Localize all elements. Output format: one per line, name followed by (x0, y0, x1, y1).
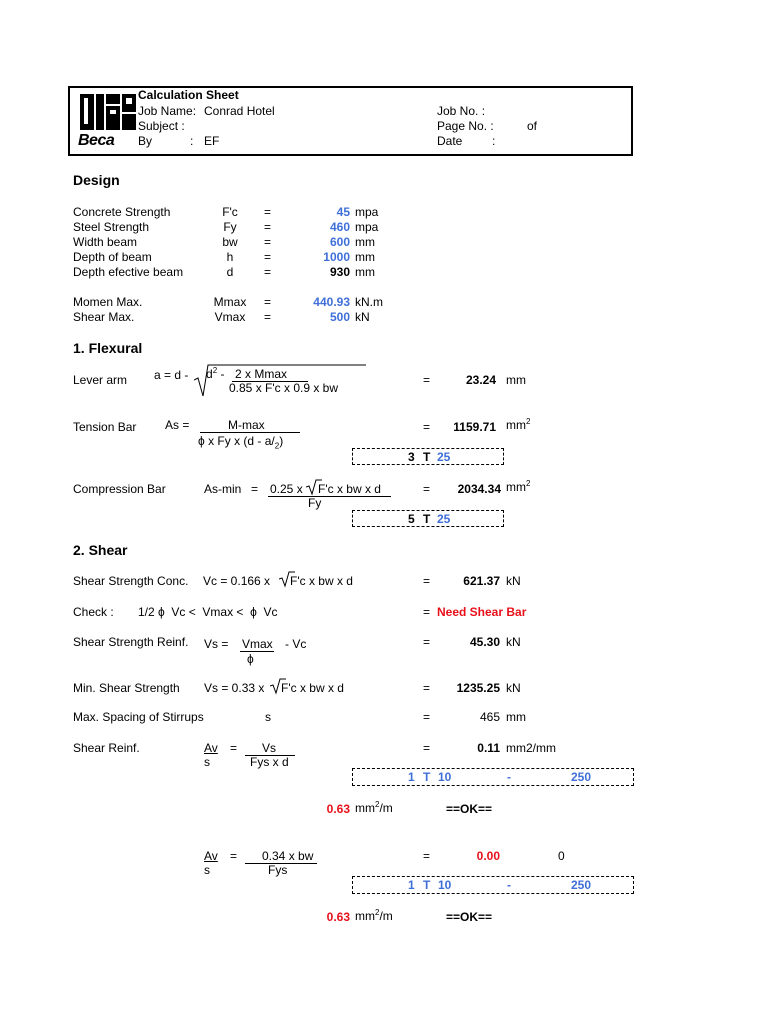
lever-eq: = (423, 373, 431, 387)
min-shear-value: 1235.25 (456, 681, 500, 695)
of-label: of (527, 119, 538, 133)
shear-reinf2-label: Shear Reinf. (73, 741, 140, 755)
lever-formula-left: a = d - (154, 368, 189, 382)
shear-reinf-denominator: ϕ (247, 652, 254, 666)
fraction-line (200, 432, 300, 433)
design-row-unit: kN (355, 310, 370, 324)
design-row-value: 440.93 (313, 295, 350, 309)
header-box (68, 86, 633, 156)
lever-value: 23.24 (465, 373, 496, 387)
by-colon: : (190, 134, 194, 148)
stirrup-type-2: T (423, 878, 431, 892)
compression-numerator-a: 0.25 x (270, 482, 303, 496)
compression-bar-diameter: 25 (437, 512, 451, 526)
design-row-value: 930 (329, 265, 350, 279)
design-row-sym: Vmax (214, 310, 246, 324)
s-label: s (204, 755, 210, 769)
subject-label: Subject : (138, 119, 185, 133)
shear-reinf2-numerator: Vs (262, 741, 277, 755)
eq2-1: = (230, 849, 238, 863)
ok2-text: ==OK== (446, 910, 493, 924)
av-label-2: Av (204, 849, 218, 863)
flexural-title: 1. Flexural (73, 340, 143, 356)
shear-conc-formula-b: F'c x bw x d (290, 574, 353, 588)
design-title: Design (73, 172, 120, 188)
design-row-eq: = (264, 295, 272, 309)
design-row-sym: bw (222, 235, 238, 249)
min-shear-eq: = (423, 681, 431, 695)
shear-reinf2-eq: = (423, 741, 431, 755)
stirrup-count: 1 (408, 770, 415, 784)
design-row-label: Concrete Strength (73, 205, 171, 219)
design-row-unit: mpa (355, 205, 379, 219)
lever-denominator: 0.85 x F'c x 0.9 x bw (229, 381, 339, 395)
date-label: Date (437, 134, 463, 148)
shear-reinf-vs: Vs = (204, 637, 229, 651)
design-row-label: Momen Max. (73, 295, 143, 309)
shear-reinf2-eq1: = (230, 741, 238, 755)
stirrup-bar-box-1 (352, 768, 634, 786)
shear-reinf2-unit: mm2/mm (506, 741, 556, 755)
stirrup-type: T (423, 770, 431, 784)
s-label-2: s (204, 863, 210, 877)
tension-value: 1159.71 (453, 420, 496, 434)
shear-reinf-label: Shear Strength Reinf. (73, 635, 189, 649)
design-row-label: Depth of beam (73, 250, 152, 264)
tension-as: As = (165, 418, 190, 432)
min-shear-label: Min. Shear Strength (73, 681, 180, 695)
compression-value: 2034.34 (457, 482, 501, 496)
design-row-value: 500 (329, 310, 350, 324)
compression-unit: $mm^2$ (506, 479, 531, 494)
lever-arm-label: Lever arm (73, 373, 128, 387)
tension-numerator: M-max (228, 418, 265, 432)
value2-extra: 0 (558, 849, 565, 863)
shear-conc-label: Shear Strength Conc. (73, 574, 189, 588)
ok2-value: 0.63 (326, 910, 350, 924)
denominator-2: Fys (268, 863, 288, 877)
job-no-label: Job No. : (437, 104, 486, 118)
shear-reinf-minus: - Vc (285, 637, 307, 651)
design-row-unit: kN.m (355, 295, 383, 309)
stirrup-count-2: 1 (408, 878, 415, 892)
compression-eq: = (423, 482, 431, 496)
logo-text: Beca (78, 132, 115, 149)
design-row-value: 45 (336, 205, 350, 219)
compression-bar-type: T (423, 512, 431, 526)
eq2: = (423, 849, 431, 863)
check-formula: 1/2 ϕ Vc < Vmax < ϕ Vc (138, 605, 278, 619)
lever-unit: mm (506, 373, 526, 387)
shear-conc-unit: kN (506, 574, 521, 588)
check-result: Need Shear Bar (437, 605, 527, 619)
numerator-2: 0.34 x bw (262, 849, 314, 863)
shear-conc-value: 621.37 (463, 574, 500, 588)
by-value: EF (204, 134, 220, 148)
shear-reinf-value: 45.30 (469, 635, 500, 649)
design-row-eq: = (264, 310, 272, 324)
compression-eq1: = (251, 482, 259, 496)
lever-numerator: 2 x Mmax (235, 367, 288, 381)
stirrup-diameter-2: 10 (438, 878, 452, 892)
tension-bar-label: Tension Bar (73, 420, 137, 434)
spacing-sym: s (265, 710, 271, 724)
stirrup-diameter: 10 (438, 770, 452, 784)
min-shear-unit: kN (506, 681, 521, 695)
design-row-value: 1000 (323, 250, 350, 264)
ok1-unit: $mm^2/m$ (355, 800, 393, 815)
compression-denominator: Fy (308, 496, 322, 510)
shear-conc-eq: = (423, 574, 431, 588)
design-row-eq: = (264, 265, 272, 279)
design-row-unit: mm (355, 235, 375, 249)
check-label: Check : (73, 605, 114, 619)
stirrup-dash-2: - (507, 878, 511, 892)
design-row-unit: mpa (355, 220, 379, 234)
stirrup-spacing: 250 (571, 770, 592, 784)
compression-bar-label: Compression Bar (73, 482, 166, 496)
spacing-eq: = (423, 710, 431, 724)
stirrup-bar-box-2 (352, 876, 634, 894)
job-name-value: Conrad Hotel (204, 104, 275, 118)
spacing-value: 465 (479, 710, 500, 724)
by-label: By (138, 134, 153, 148)
min-shear-formula-b: F'c x bw x d (281, 681, 344, 695)
shear-reinf-unit: kN (506, 635, 521, 649)
page-no-label: Page No. : (437, 119, 494, 133)
tension-bar-type: T (423, 450, 431, 464)
design-row-eq: = (264, 205, 272, 219)
job-name-label: Job Name: (138, 104, 197, 118)
tension-unit: $mm^2$ (506, 417, 531, 432)
shear-reinf2-value: 0.11 (477, 741, 500, 755)
design-row-sym: Fy (223, 220, 237, 234)
ok1-value: 0.63 (326, 802, 350, 816)
design-row-sym: F'c (222, 205, 238, 219)
design-row-unit: mm (355, 250, 375, 264)
design-row-sym: h (226, 250, 234, 264)
lever-d: $d^2$ - (206, 366, 225, 381)
ok1-text: ==OK== (446, 802, 493, 816)
stirrup-dash: - (507, 770, 511, 784)
compression-asmin: As-min (204, 482, 242, 496)
design-row-sym: d (226, 265, 234, 279)
sheet-title: Calculation Sheet (138, 88, 239, 102)
fraction-line (268, 496, 391, 497)
ok2-unit: $mm^2/m$ (355, 908, 393, 923)
design-row-value: 600 (329, 235, 350, 249)
shear-title: 2. Shear (73, 542, 128, 558)
shear-conc-formula-a: Vc = 0.166 x (203, 574, 271, 588)
check-eq: = (423, 605, 431, 619)
design-row-label: Width beam (73, 235, 138, 249)
design-row-eq: = (264, 235, 272, 249)
compression-numerator-b: F'c x bw x d (318, 482, 381, 496)
design-row-label: Steel Strength (73, 220, 150, 234)
shear-reinf2-denominator: Fys x d (250, 755, 289, 769)
design-row-unit: mm (355, 265, 375, 279)
tension-bar-count: 3 (408, 450, 415, 464)
design-row-eq: = (264, 250, 272, 264)
stirrup-spacing-2: 250 (571, 878, 592, 892)
av-label: Av (204, 741, 218, 755)
tension-eq: = (423, 420, 431, 434)
spacing-label: Max. Spacing of Stirrups (73, 710, 204, 724)
fraction-line (240, 651, 274, 652)
compression-bar-count: 5 (408, 512, 415, 526)
spacing-unit: mm (506, 710, 526, 724)
value2: 0.00 (476, 849, 500, 863)
date-colon: : (492, 134, 496, 148)
tension-bar-diameter: 25 (437, 450, 451, 464)
tension-denominator: ϕ x Fy x $(d - a/_2)$ (198, 434, 284, 451)
shear-reinf-eq: = (423, 635, 431, 649)
design-row-eq: = (264, 220, 272, 234)
design-row-value: 460 (329, 220, 350, 234)
design-row-label: Depth efective beam (73, 265, 184, 279)
design-row-label: Shear Max. (73, 310, 135, 324)
min-shear-formula-a: Vs = 0.33 x (204, 681, 265, 695)
shear-reinf-numerator: Vmax (242, 637, 273, 651)
design-row-sym: Mmax (213, 295, 247, 309)
